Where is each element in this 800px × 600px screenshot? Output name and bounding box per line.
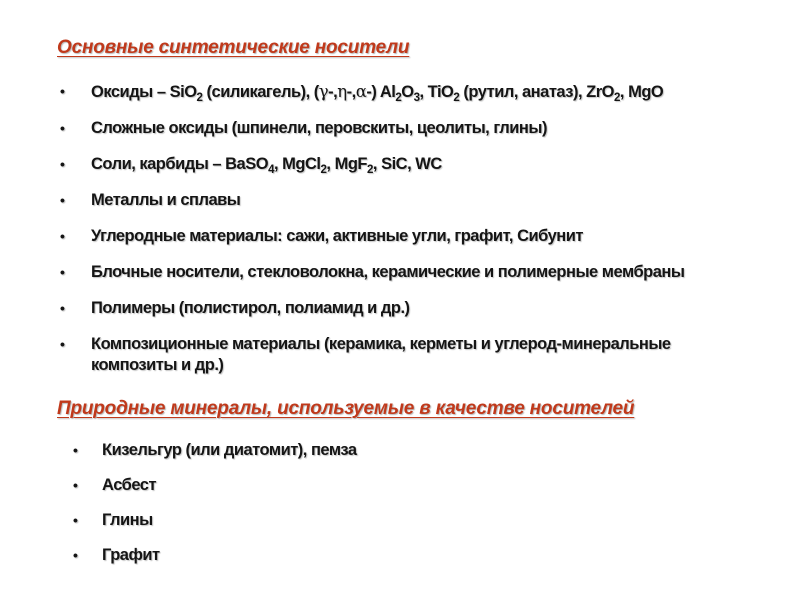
item-graphite: Графит (102, 546, 160, 564)
bullet-icon: • (60, 336, 65, 352)
item-complex-oxides: Сложные оксиды (шпинели, перовскиты, цеолиты, глины) (91, 119, 547, 137)
list-item (73, 475, 673, 496)
bullet-icon: • (73, 512, 78, 528)
item-salts-carbides: Соли, карбиды – BaSO$_4$, MgCl$_2$, MgF$_2$, SiC, WC (91, 155, 442, 177)
bullet-icon: • (60, 83, 65, 99)
synthetic-carriers-heading: Основные синтетические носители (57, 37, 410, 58)
list-item (60, 226, 780, 247)
item-metals: Металлы и сплавы (91, 191, 241, 209)
list-item (60, 334, 780, 376)
bullet-icon: • (60, 300, 65, 316)
item-oxides: Оксиды – SiO$_2$ (силикагель), (γ-,η-,α-) $Al_2O_3$, TiO$_2$ (рутил, анатаз), ZrO$_2$, MgO (91, 82, 664, 105)
item-clays: Глины (102, 511, 153, 529)
list-item (60, 81, 780, 103)
list-item (60, 190, 780, 211)
bullet-icon: • (60, 120, 65, 136)
bullet-icon: • (60, 192, 65, 208)
bullet-icon: • (73, 477, 78, 493)
bullet-icon: • (60, 228, 65, 244)
bullet-icon: • (60, 156, 65, 172)
list-item (60, 154, 780, 175)
list-item (73, 545, 673, 566)
item-composites: Композиционные материалы (керамика, керметы и углерод-минеральные композиты и др.) (91, 335, 671, 374)
item-block-carriers: Блочные носители, стекловолокна, керамические и полимерные мембраны (91, 263, 685, 281)
synthetic-carriers-list (60, 81, 780, 376)
list-item (60, 262, 780, 283)
list-item (73, 440, 673, 461)
item-polymers: Полимеры (полистирол, полиамид и др.) (91, 299, 410, 317)
natural-minerals-list (73, 440, 673, 580)
bullet-icon: • (60, 264, 65, 280)
item-carbon-materials: Углеродные материалы: сажи, активные угли, графит, Сибунит (91, 227, 583, 245)
list-item (60, 118, 780, 139)
list-item (73, 510, 673, 531)
list-item (60, 298, 780, 319)
item-asbestos: Асбест (102, 476, 157, 494)
bullet-icon: • (73, 442, 78, 458)
bullet-icon: • (73, 547, 78, 563)
natural-minerals-heading: Природные минералы, используемые в качестве носителей (57, 398, 635, 419)
item-kieselguhr: Кизельгур (или диатомит), пемза (102, 441, 357, 459)
